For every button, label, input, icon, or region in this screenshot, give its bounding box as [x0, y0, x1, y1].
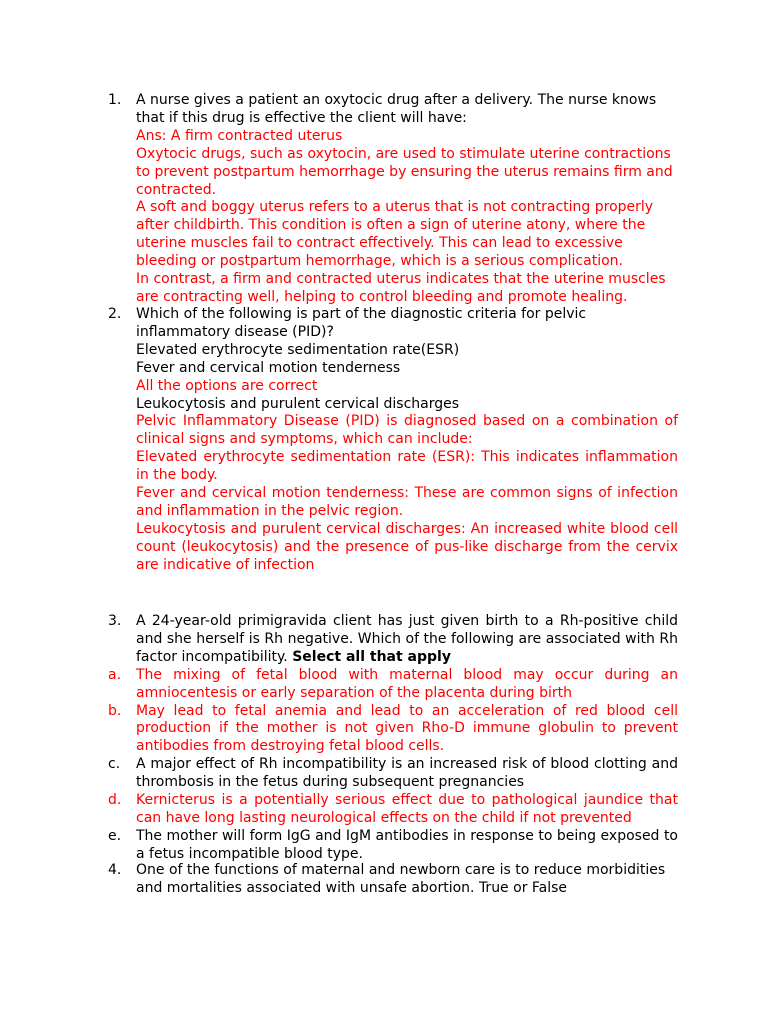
option-text: Leukocytosis and purulent cervical discharges [136, 395, 460, 412]
select-all-instruction: Select all that apply [292, 648, 451, 665]
option-label: b. [108, 702, 122, 719]
explanation-paragraph: Leukocytosis and purulent cervical discharges: An increased white blood cell count (leukocytosis) and the presence of pus-like discharge from the cervix are indicative of infection [136, 520, 678, 573]
question-number: 1. [108, 92, 122, 108]
option-text: The mother will form IgG and IgM antibodies in response to being exposed to a fetus incompatible blood type. [136, 827, 678, 862]
question-number: 3. [108, 613, 122, 629]
option-text: Elevated erythrocyte sedimentation rate(ESR) [136, 341, 460, 358]
question-body: A 24-year-old primigravida client has just given birth to a Rh-positive child and she herself is Rh negative. Which of the following are associated with Rh factor incompatibility. [136, 613, 678, 665]
option-text: May lead to fetal anemia and lead to an acceleration of red blood cell production if the mother is not given Rho-D immune globulin to prevent antibodies from destroying fetal blood cells. [136, 702, 678, 755]
option-c [108, 756, 678, 792]
option-label: d. [108, 792, 122, 809]
explanation-paragraph: In contrast, a firm and contracted uterus indicates that the uterine muscles are contracting well, helping to control bleeding and promote healing. [136, 271, 666, 305]
question-4 [108, 862, 678, 898]
option-text: Kernicterus is a potentially serious effect due to pathological jaundice that can have long lasting neurological effects on the child if not prevented [136, 792, 678, 826]
question-text: A nurse gives a patient an oxytocic drug after a delivery. The nurse knows that if this drug is effective the client will have: [136, 92, 657, 126]
explanation-paragraph: Oxytocic drugs, such as oxytocin, are used to stimulate uterine contractions to prevent postpartum hemorrhage by ensuring the uterus remains firm and contracted. [136, 145, 673, 198]
explanation-paragraph: Fever and cervical motion tenderness: These are common signs of infection and inflammation in the pelvic region. [136, 485, 678, 519]
correct-option-text: All the options are correct [136, 377, 318, 394]
option-e [108, 827, 678, 864]
question-text: Which of the following is part of the diagnostic criteria for pelvic inflammatory disease (PID)? [136, 306, 587, 340]
explanation-paragraph: A soft and boggy uterus refers to a uterus that is not contracting properly after childbirth. This condition is often a sign of uterine atony, where the uterine muscles fail to contract effectively. This can lead to excessive bleeding or postpartum hemorrhage, which is a serious complication. [136, 199, 654, 270]
option-label: c. [108, 756, 121, 773]
question-1 [108, 92, 678, 307]
explanation-paragraph: Elevated erythrocyte sedimentation rate (ESR): This indicates inflammation in the body. [136, 449, 678, 484]
option-label: e. [108, 827, 122, 844]
question-text: One of the functions of maternal and newborn care is to reduce morbidities and mortalities associated with unsafe abortion. True or False [136, 862, 666, 896]
option-b [108, 702, 678, 757]
option-d [108, 792, 678, 828]
question-text [136, 613, 678, 667]
option-text: The mixing of fetal blood with maternal blood may occur during an amniocentesis or early separation of the placenta during birth [136, 666, 678, 701]
question-2 [108, 306, 678, 575]
question-number: 4. [108, 862, 122, 878]
question-number: 2. [108, 306, 122, 322]
option-a [108, 666, 678, 703]
option-text: Fever and cervical motion tenderness [136, 359, 401, 376]
explanation-paragraph: Pelvic Inflammatory Disease (PID) is diagnosed based on a combination of clinical signs and symptoms, which can include: [136, 413, 678, 448]
answer-text: Ans: A firm contracted uterus [136, 127, 343, 144]
option-text: A major effect of Rh incompatibility is an increased risk of blood clotting and thrombosis in the fetus during subsequent pregnancies [136, 756, 678, 791]
question-3 [108, 613, 678, 864]
option-label: a. [108, 666, 122, 683]
